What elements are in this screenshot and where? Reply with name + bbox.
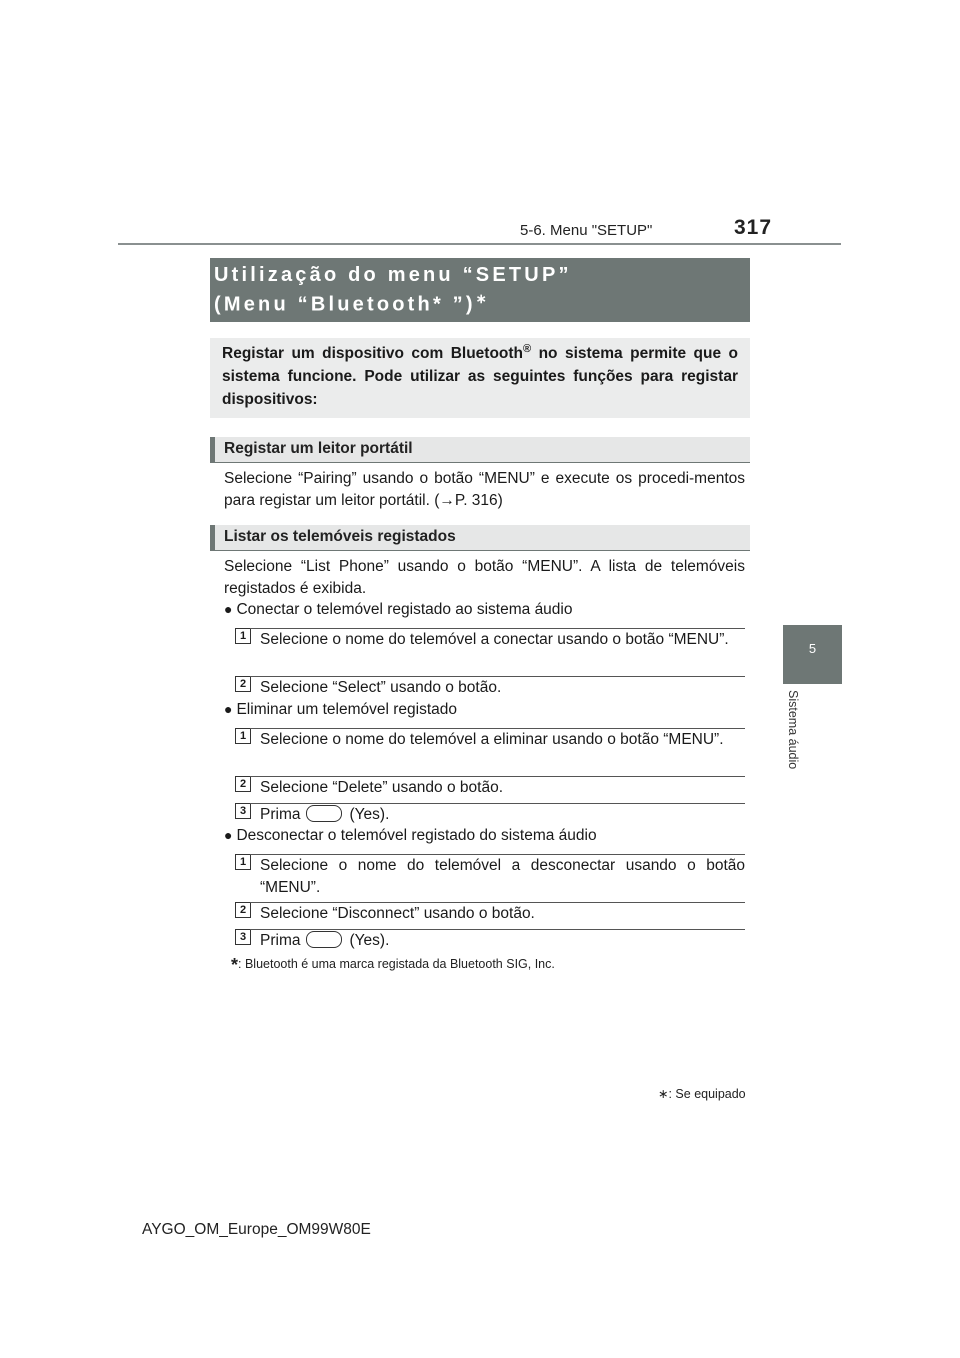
chapter-tab: 5 (783, 625, 842, 684)
chapter-label-text: Sistema áudio (786, 690, 800, 770)
step-number: 2 (235, 776, 251, 792)
step-text: Selecione o nome do telemóvel a desconectar usando o botão “MENU”. (260, 857, 745, 896)
step-text: Selecione “Disconnect” usando o botão. (260, 905, 535, 922)
step-text-post: (Yes). (349, 932, 390, 949)
step-text-pre: Prima (260, 932, 301, 949)
equipped-footnote (658, 1086, 746, 1101)
step-number: 2 (235, 676, 251, 692)
page-title-banner (210, 258, 750, 322)
bullet-text: Desconectar o telemóvel registado do sistema áudio (236, 827, 597, 844)
bullet-text: Conectar o telemóvel registado ao sistema áudio (236, 601, 573, 618)
bullet-disconnect (224, 827, 597, 845)
step-text-post: (Yes). (349, 806, 390, 823)
footnote-text: : Bluetooth é uma marca registada da Bluetooth SIG, Inc. (238, 957, 555, 971)
step-number: 3 (235, 803, 251, 819)
step-text (260, 930, 745, 952)
step-text: Selecione “Select” usando o botão. (260, 679, 502, 696)
document-code: AYGO_OM_Europe_OM99W80E (142, 1221, 371, 1238)
step-number: 1 (235, 854, 251, 870)
section-heading-registered-phones (210, 525, 750, 551)
section-heading-text: Registar um leitor portátil (224, 440, 413, 457)
section1-body: Selecione “Pairing” usando o botão “MENU” e execute os procedi-mentos para registar um leitor portátil. (→P. 316) (224, 470, 745, 509)
bullet-dot-icon: ● (224, 601, 233, 617)
step-text-pre: Prima (260, 806, 301, 823)
step-number: 1 (235, 628, 251, 644)
intro-box (210, 338, 750, 418)
trademark-footnote (231, 955, 555, 976)
equipped-text: : Se equipado (668, 1087, 746, 1101)
running-header-section: 5-6. Menu "SETUP" (520, 222, 653, 239)
section-heading-text: Listar os telemóveis registados (224, 528, 456, 545)
bullet-delete (224, 701, 457, 719)
page-title-line2 (214, 291, 487, 317)
step-text: Selecione o nome do telemóvel a eliminar usando o botão “MENU”. (260, 731, 724, 748)
step-text: Selecione o nome do telemóvel a conectar usando o botão “MENU”. (260, 631, 729, 648)
page-title-line2-text: (Menu “Bluetooth* ”) (214, 293, 476, 316)
bullet-dot-icon: ● (224, 827, 233, 843)
page-title-line1: Utilização do menu “SETUP” (214, 264, 572, 286)
intro-text-part1: Registar um dispositivo com Bluetooth (222, 345, 524, 362)
chapter-label (786, 690, 806, 790)
step-number: 3 (235, 929, 251, 945)
bullet-text: Eliminar um telemóvel registado (236, 701, 458, 718)
rounded-button-icon (306, 805, 342, 822)
step-number: 1 (235, 728, 251, 744)
step-number: 2 (235, 902, 251, 918)
intro-text (222, 342, 738, 411)
header-rule (118, 243, 841, 245)
bullet-dot-icon: ● (224, 701, 233, 717)
bullet-connect (224, 601, 573, 619)
registered-mark: ® (523, 342, 532, 355)
step-text (260, 804, 745, 826)
intro-text-part2: no sistema permite que o sistema funcione. Pode utilizar as seguintes funções para registar dispositivos: (222, 345, 739, 408)
page-number: 317 (734, 216, 773, 239)
equipped-mark: ∗ (475, 291, 487, 306)
equipped-star-mark: ∗ (658, 1087, 669, 1101)
asterisk-mark: * (231, 955, 239, 975)
section2-body: Selecione “List Phone” usando o botão “MENU”. A lista de telemóveis registados é exibida. (224, 558, 745, 597)
rounded-button-icon (306, 931, 342, 948)
section-heading-portable-player (210, 437, 750, 463)
step-text: Selecione “Delete” usando o botão. (260, 779, 503, 796)
